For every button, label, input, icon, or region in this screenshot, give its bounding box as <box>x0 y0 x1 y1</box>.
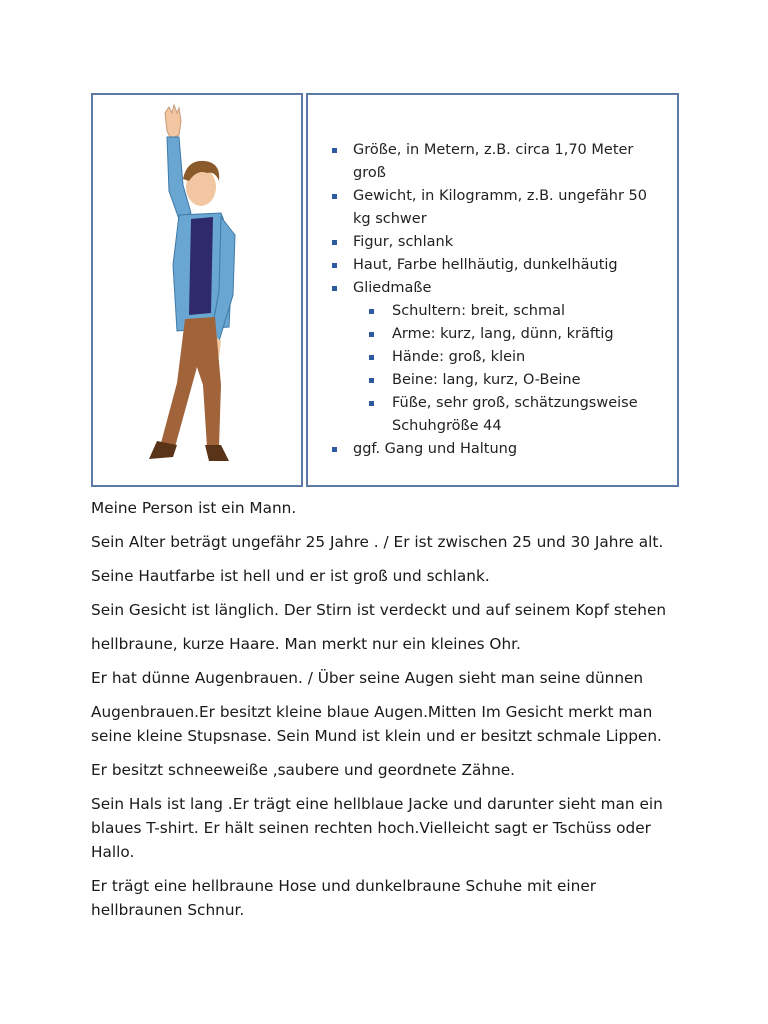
paragraph: Er hat dünne Augenbrauen. / Über seine Augen sieht man seine dünnen <box>91 669 644 687</box>
criteria-list-box <box>306 93 679 487</box>
figure-row <box>91 93 678 486</box>
criteria-list <box>330 139 660 461</box>
sub-list-item: Beine: lang, kurz, O-Beine <box>367 369 660 392</box>
paragraph: Sein Gesicht ist länglich. Der Stirn ist verdeckt und auf seinem Kopf stehen <box>91 601 667 619</box>
paragraph: hellbraune, kurze Haare. Man merkt nur ein kleines Ohr. <box>91 635 521 653</box>
sub-list-item: Schultern: breit, schmal <box>367 300 660 323</box>
sub-list-item: Hände: groß, klein <box>367 346 660 369</box>
list-item: ggf. Gang und Haltung <box>330 438 660 461</box>
sub-list-item: Arme: kurz, lang, dünn, kräftig <box>367 323 660 346</box>
paragraph: Seine Hautfarbe ist hell und er ist groß und schlank. <box>91 567 490 585</box>
description-text <box>91 496 691 932</box>
paragraph: Augenbrauen.Er besitzt kleine blaue Augen.Mitten Im Gesicht merkt man seine kleine Stupsnase. Sein Mund ist klein und er besitzt schmale Lippen. <box>91 703 662 745</box>
list-item <box>330 277 660 438</box>
list-item: Größe, in Metern, z.B. circa 1,70 Meter groß <box>330 139 660 185</box>
paragraph: Sein Hals ist lang .Er trägt eine hellblaue Jacke und darunter sieht man ein blaues T-shirt. Er hält seinen rechten hoch.Vielleicht sagt er Tschüss oder Hallo. <box>91 795 663 861</box>
sub-list <box>367 300 660 438</box>
paragraph: Meine Person ist ein Mann. <box>91 499 297 517</box>
illustration-frame <box>91 93 303 487</box>
list-item-label: Gliedmaße <box>353 280 432 296</box>
person-waving-illustration-icon <box>93 95 301 485</box>
paragraph: Er trägt eine hellbraune Hose und dunkelbraune Schuhe mit einer hellbraunen Schnur. <box>91 877 597 919</box>
list-item: Gewicht, in Kilogramm, z.B. ungefähr 50 kg schwer <box>330 185 660 231</box>
list-item: Figur, schlank <box>330 231 660 254</box>
paragraph: Sein Alter beträgt ungefähr 25 Jahre . / Er ist zwischen 25 und 30 Jahre alt. <box>91 533 664 551</box>
paragraph: Er besitzt schneeweiße ,saubere und geordnete Zähne. <box>91 761 516 779</box>
list-item: Haut, Farbe hellhäutig, dunkelhäutig <box>330 254 660 277</box>
sub-list-item: Füße, sehr groß, schätzungsweise Schuhgröße 44 <box>367 392 660 438</box>
